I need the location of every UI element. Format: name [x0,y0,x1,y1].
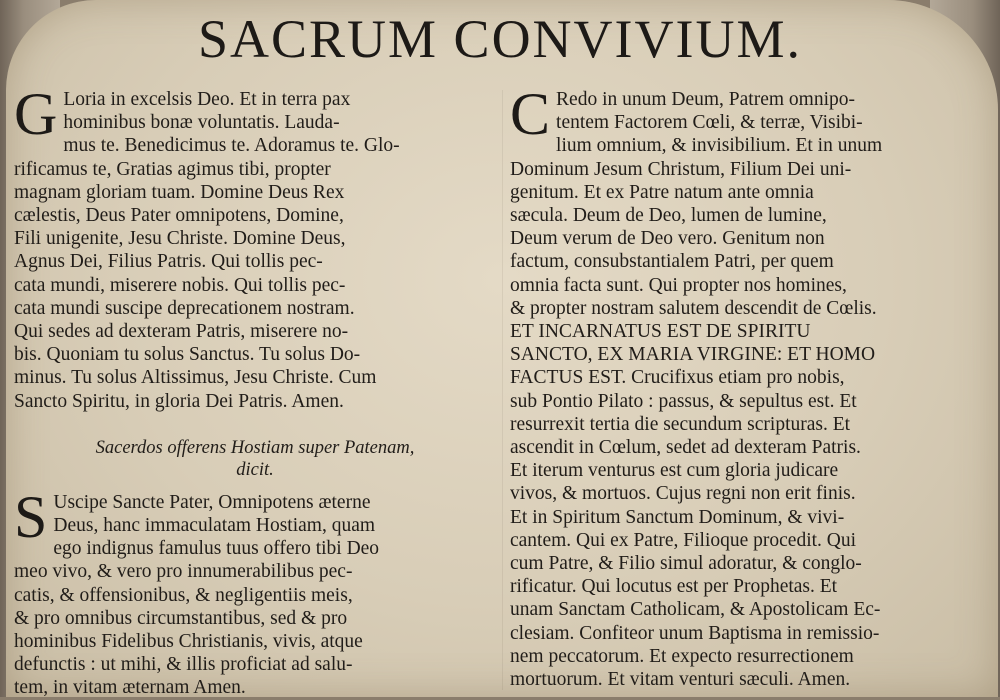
text-line: bis. Quoniam tu solus Sanctus. Tu solus Do- [14,344,361,366]
text-line: FACTUS EST. Crucifixus etiam pro nobis, [510,367,845,389]
text-line: Fili unigenite, Jesu Christe. Domine Deus, [14,228,346,250]
text-line: hominibus Fidelibus Christianis, vivis, atque [14,631,363,653]
text-line: & propter nostram salutem descendit de Cœlis. [510,297,877,319]
text-line: minus. Tu solus Altissimus, Jesu Christe. Cum [14,367,377,389]
text-line: Deus, hanc immaculatam Hostiam, quam [53,515,376,537]
text-line: Loria in excelsis Deo. Et in terra pax [63,89,351,110]
text-line: mus te. Benedicimus te. Adoramus te. Glo- [63,135,400,157]
text-line: vivos, & mortuos. Cujus regni non erit finis. [510,483,856,505]
text-line: rificatur. Qui locutus est per Prophetas. Et [510,576,838,598]
text-line: cata mundi, miserere nobis. Qui tollis pec- [14,274,346,296]
text-line: sæcula. Deum de Deo, lumen de lumine, [510,205,827,227]
text-line: ascendit in Cœlum, sedet ad dexteram Patris. [510,437,861,459]
text-line: clesiam. Confiteor unum Baptisma in remissio- [510,622,880,644]
text-line: Deum verum de Deo vero. Genitum non [510,228,825,250]
rubric-line: dicit. [236,459,274,480]
text-line: SANCTO, EX MARIA VIRGINE: ET HOMO [510,344,876,366]
text-line: & pro omnibus circumstantibus, sed & pro [14,607,348,629]
text-line: cantem. Qui ex Patre, Filioque procedit. Qui [510,529,857,551]
text-line: unam Sanctam Catholicam, & Apostolicam Ec- [510,599,881,621]
page-title: SACRUM CONVIVIUM. [197,9,803,69]
gloria-lines [14,81,496,413]
suscipe-paragraph [14,483,496,700]
gloria-dropcap: G [14,81,58,147]
text-line: Et iterum venturus est cum gloria judicare [510,460,839,482]
text-line: tentem Factorem Cœli, & terræ, Visibi- [556,112,863,134]
text-line: lium omnium, & invisibilium. Et in unum [556,135,883,157]
text-line: cum Patre, & Filio simul adoratur, & conglo- [510,553,862,575]
text-line: catis, & offensionibus, & negligentiis meis, [14,584,353,606]
text-line: magnam gloriam tuam. Domine Deus Rex [14,181,345,203]
left-column [14,81,496,700]
credo-dropcap: C [510,81,551,147]
rubric [14,437,496,481]
text-line: genitum. Et ex Patre natum ante omnia [510,181,814,203]
text-line: Agnus Dei, Filius Patris. Qui tollis pec- [14,251,323,273]
text-line: Dominum Jesum Christum, Filium Dei uni- [510,158,852,180]
text-line: Uscipe Sancte Pater, Omnipotens æterne [53,491,371,513]
credo-paragraph [510,81,988,691]
text-line: tem, in vitam æternam Amen. [14,677,246,699]
text-line: ego indignus famulus tuus offero tibi Deo [53,538,380,560]
text-line: omnia facta sunt. Qui propter nos homines, [510,274,847,296]
text-line: rificamus te, Gratias agimus tibi, propter [14,158,331,180]
text-line: hominibus bonæ voluntatis. Lauda- [63,112,340,134]
right-column [510,81,988,691]
text-line: mortuorum. Et vitam venturi sæculi. Amen. [510,669,851,691]
text-line: nem peccatorum. Et expecto resurrectionem [510,645,854,667]
text-line: sub Pontio Pilato : passus, & sepultus est. Et [510,390,857,412]
text-line: ET INCARNATUS EST DE SPIRITU [510,321,811,343]
gloria-paragraph [14,81,496,413]
text-line: defunctis : ut mihi, & illis proficiat ad salu- [14,654,353,676]
suscipe-dropcap: S [14,483,48,550]
credo-lines [510,81,988,691]
suscipe-lines [14,483,496,700]
text-line: Sancto Spiritu, in gloria Dei Patris. Amen. [14,390,344,412]
text-line: factum, consubstantialem Patri, per quem [510,251,834,273]
text-line: meo vivo, & vero pro innumerabilibus pec- [14,561,353,583]
text-line: Redo in unum Deum, Patrem omnipo- [556,89,855,110]
rubric-line: Sacerdos offerens Hostiam super Patenam, [95,437,415,458]
text-line: Qui sedes ad dexteram Patris, miserere no- [14,321,349,343]
column-divider [502,90,503,690]
text-line: cata mundi suscipe deprecationem nostram. [14,297,355,319]
text-line: resurrexit tertia die secundum scripturas. Et [510,413,851,435]
text-line: cælestis, Deus Pater omnipotens, Domine, [14,205,344,227]
text-line: Et in Spiritum Sanctum Dominum, & vivi- [510,506,845,528]
